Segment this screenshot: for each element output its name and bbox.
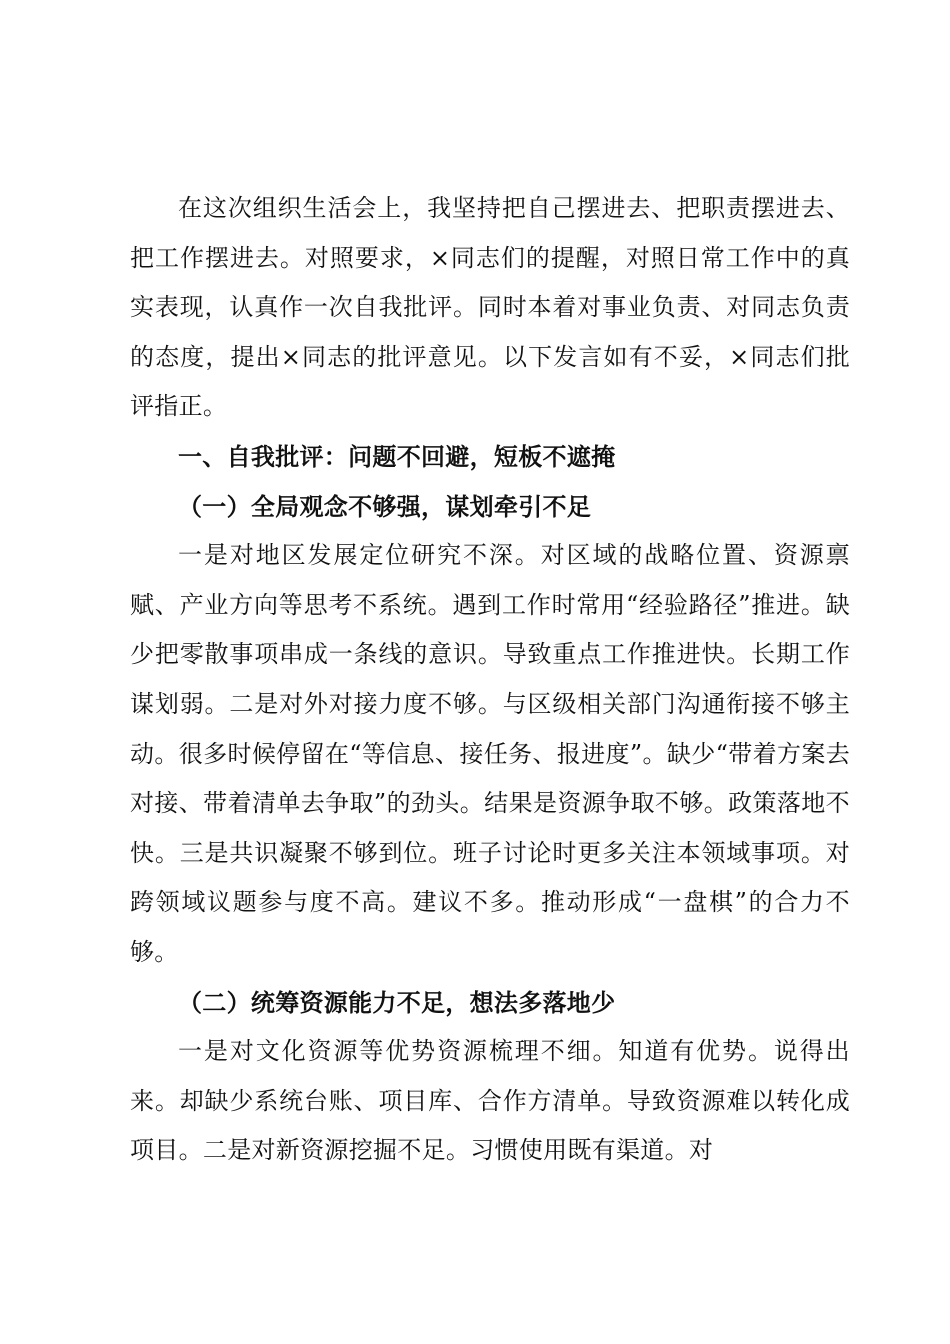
subsection-paragraph: 一是对地区发展定位研究不深。对区域的战略位置、资源禀赋、产业方向等思考不系统。遇到工作时常用“经验路径”推进。缺少把零散事项串成一条线的意识。导致重点工作推进快。长期工作谋划弱。二是对外对接力度不够。与区级相关部门沟通衔接不够主动。很多时候停留在“等信息、接任务、报进度”。缺少“带着方案去对接、带着清单去争取”的劲头。结果是资源争取不够。政策落地不快。三是共识凝聚不够到位。班子讨论时更多关注本领域事项。对跨领域议题参与度不高。建议不多。推动形成“一盘棋”的合力不够。 [130, 541, 850, 966]
intro-paragraph: 在这次组织生活会上，我坚持把自己摆进去、把职责摆进去、把工作摆进去。对照要求，×同志们的提醒，对照日常工作中的真实表现，认真作一次自我批评。同时本着对事业负责、对同志负责的态度，提出×同志的批评意见。以下发言如有不妥，×同志们批评指正。 [130, 194, 850, 421]
document-body [130, 184, 850, 1176]
section-heading: 一、自我批评：问题不回避，短板不遮掩 [178, 441, 616, 471]
subsection-heading: （一）全局观念不够强，谋划牵引不足 [178, 491, 592, 521]
subsection-paragraph: 一是对文化资源等优势资源梳理不细。知道有优势。说得出来。却缺少系统台账、项目库、合作方清单。导致资源难以转化成项目。二是对新资源挖掘不足。习惯使用既有渠道。对 [130, 1037, 850, 1165]
subsection-heading: （二）统筹资源能力不足，想法多落地少 [178, 987, 616, 1017]
